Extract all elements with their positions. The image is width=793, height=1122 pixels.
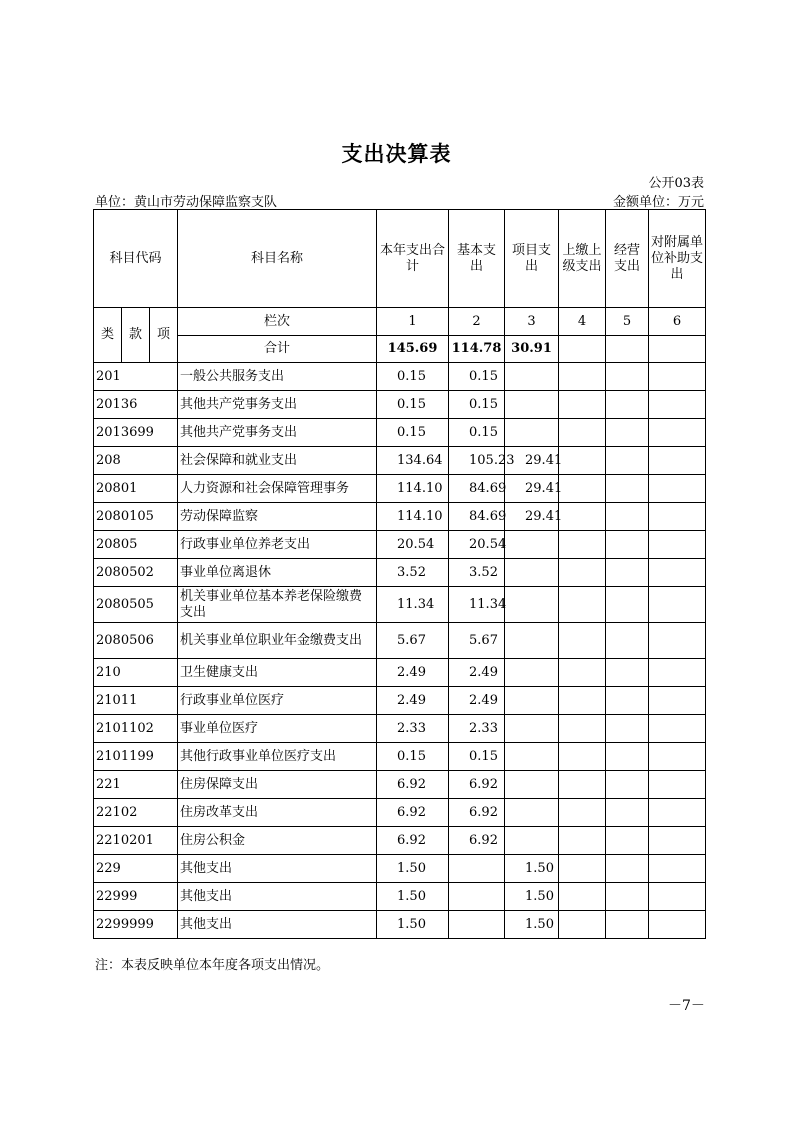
empty-cell bbox=[559, 883, 606, 911]
table-row bbox=[94, 715, 706, 743]
amount-cell: 134.64 bbox=[377, 447, 449, 475]
total-label: 合计 bbox=[178, 336, 377, 363]
header-project-expenditure: 项目支出 bbox=[505, 210, 559, 308]
empty-cell bbox=[559, 623, 606, 659]
empty-cell bbox=[606, 883, 649, 911]
empty-cell bbox=[649, 503, 706, 531]
amount-cell: 2.49 bbox=[377, 659, 449, 687]
subject-name: 行政事业单位医疗 bbox=[178, 687, 377, 715]
subject-name: 其他支出 bbox=[178, 911, 377, 939]
table-row bbox=[94, 475, 706, 503]
table-row bbox=[94, 363, 706, 391]
amount-cell bbox=[505, 659, 559, 687]
empty-cell bbox=[649, 531, 706, 559]
amount-cell: 0.15 bbox=[377, 391, 449, 419]
empty-cell bbox=[649, 911, 706, 939]
table-row bbox=[94, 771, 706, 799]
empty-cell bbox=[649, 799, 706, 827]
subject-code: 2299999 bbox=[94, 911, 178, 939]
amount-cell bbox=[505, 391, 559, 419]
empty-cell bbox=[649, 475, 706, 503]
amount-cell: 5.67 bbox=[377, 623, 449, 659]
subject-code: 2080502 bbox=[94, 559, 178, 587]
subject-code: 20136 bbox=[94, 391, 178, 419]
column-number: 6 bbox=[649, 308, 706, 336]
header-name: 科目名称 bbox=[178, 210, 377, 308]
amount-cell: 0.15 bbox=[377, 743, 449, 771]
empty-cell bbox=[606, 587, 649, 623]
amount-cell: 6.92 bbox=[449, 771, 505, 799]
page-number: －7－ bbox=[668, 998, 705, 1014]
empty-cell bbox=[559, 503, 606, 531]
empty-cell bbox=[559, 771, 606, 799]
header-lanci: 栏次 bbox=[178, 308, 377, 336]
amount-cell: 29.41 bbox=[505, 503, 559, 531]
subject-name: 行政事业单位养老支出 bbox=[178, 531, 377, 559]
amount-cell: 1.50 bbox=[505, 911, 559, 939]
subject-code: 2080105 bbox=[94, 503, 178, 531]
amount-cell: 6.92 bbox=[449, 799, 505, 827]
empty-cell bbox=[559, 743, 606, 771]
subject-name: 卫生健康支出 bbox=[178, 659, 377, 687]
unit-label: 单位：黄山市劳动保障监察支队 bbox=[95, 195, 278, 210]
empty-cell bbox=[606, 559, 649, 587]
empty-cell bbox=[649, 883, 706, 911]
amount-cell: 3.52 bbox=[449, 559, 505, 587]
subject-name: 其他支出 bbox=[178, 883, 377, 911]
amount-cell: 6.92 bbox=[377, 827, 449, 855]
subject-name: 住房公积金 bbox=[178, 827, 377, 855]
amount-cell: 6.92 bbox=[377, 771, 449, 799]
empty-cell bbox=[606, 687, 649, 715]
amount-cell: 114.10 bbox=[377, 475, 449, 503]
amount-cell bbox=[505, 715, 559, 743]
empty-cell bbox=[649, 391, 706, 419]
amount-cell bbox=[505, 531, 559, 559]
header-kuan: 款 bbox=[122, 308, 150, 363]
subject-name: 人力资源和社会保障管理事务 bbox=[178, 475, 377, 503]
amount-cell bbox=[449, 883, 505, 911]
amount-cell bbox=[449, 911, 505, 939]
subject-code: 210 bbox=[94, 659, 178, 687]
empty-cell bbox=[649, 336, 706, 363]
amount-cell bbox=[505, 687, 559, 715]
total-value: 145.69 bbox=[377, 336, 449, 363]
empty-cell bbox=[559, 587, 606, 623]
subject-name: 一般公共服务支出 bbox=[178, 363, 377, 391]
empty-cell bbox=[559, 363, 606, 391]
empty-cell bbox=[559, 659, 606, 687]
subject-name: 住房改革支出 bbox=[178, 799, 377, 827]
header-xiang: 项 bbox=[150, 308, 178, 363]
subject-code: 20805 bbox=[94, 531, 178, 559]
amount-cell: 2.33 bbox=[449, 715, 505, 743]
subject-code: 2080505 bbox=[94, 587, 178, 623]
table-row bbox=[94, 559, 706, 587]
table-row bbox=[94, 447, 706, 475]
empty-cell bbox=[606, 743, 649, 771]
amount-cell bbox=[449, 855, 505, 883]
amount-cell bbox=[505, 623, 559, 659]
table-row bbox=[94, 799, 706, 827]
subject-code: 2210201 bbox=[94, 827, 178, 855]
subject-code: 221 bbox=[94, 771, 178, 799]
subject-name: 事业单位离退休 bbox=[178, 559, 377, 587]
empty-cell bbox=[606, 419, 649, 447]
page-title: 支出决算表 bbox=[341, 142, 452, 166]
table-row bbox=[94, 587, 706, 623]
subject-name: 事业单位医疗 bbox=[178, 715, 377, 743]
amount-cell: 11.34 bbox=[449, 587, 505, 623]
subject-name: 住房保障支出 bbox=[178, 771, 377, 799]
expenditure-table bbox=[93, 209, 706, 939]
amount-cell: 105.23 bbox=[449, 447, 505, 475]
empty-cell bbox=[606, 715, 649, 743]
amount-cell bbox=[505, 587, 559, 623]
empty-cell bbox=[649, 447, 706, 475]
subject-name: 劳动保障监察 bbox=[178, 503, 377, 531]
column-number: 4 bbox=[559, 308, 606, 336]
subject-name: 其他行政事业单位医疗支出 bbox=[178, 743, 377, 771]
amount-cell: 29.41 bbox=[505, 475, 559, 503]
amount-cell bbox=[505, 363, 559, 391]
empty-cell bbox=[649, 743, 706, 771]
empty-cell bbox=[559, 799, 606, 827]
footnote: 注：本表反映单位本年度各项支出情况。 bbox=[95, 958, 330, 973]
empty-cell bbox=[649, 855, 706, 883]
header-subsidy-expenditure: 对附属单位补助支出 bbox=[649, 210, 706, 308]
empty-cell bbox=[606, 911, 649, 939]
amount-cell bbox=[505, 559, 559, 587]
amount-cell: 0.15 bbox=[377, 419, 449, 447]
amount-cell: 2.49 bbox=[449, 659, 505, 687]
table-row bbox=[94, 911, 706, 939]
empty-cell bbox=[606, 659, 649, 687]
subject-code: 20801 bbox=[94, 475, 178, 503]
table-row bbox=[94, 503, 706, 531]
empty-cell bbox=[559, 475, 606, 503]
total-row bbox=[94, 336, 706, 363]
header-code: 科目代码 bbox=[94, 210, 178, 308]
column-number: 1 bbox=[377, 308, 449, 336]
table-row bbox=[94, 391, 706, 419]
header-total-expenditure: 本年支出合计 bbox=[377, 210, 449, 308]
empty-cell bbox=[559, 531, 606, 559]
empty-cell bbox=[606, 447, 649, 475]
amount-cell: 84.69 bbox=[449, 475, 505, 503]
subject-code: 2101102 bbox=[94, 715, 178, 743]
subject-name: 社会保障和就业支出 bbox=[178, 447, 377, 475]
table-row bbox=[94, 687, 706, 715]
table-row bbox=[94, 743, 706, 771]
amount-cell bbox=[505, 827, 559, 855]
table-row bbox=[94, 855, 706, 883]
empty-cell bbox=[559, 447, 606, 475]
subject-code: 229 bbox=[94, 855, 178, 883]
amount-cell: 1.50 bbox=[377, 855, 449, 883]
amount-cell: 0.15 bbox=[377, 363, 449, 391]
amount-cell: 1.50 bbox=[377, 883, 449, 911]
amount-cell: 0.15 bbox=[449, 391, 505, 419]
amount-cell: 29.41 bbox=[505, 447, 559, 475]
amount-cell: 20.54 bbox=[377, 531, 449, 559]
table-row bbox=[94, 623, 706, 659]
subject-name: 其他支出 bbox=[178, 855, 377, 883]
empty-cell bbox=[649, 827, 706, 855]
empty-cell bbox=[559, 336, 606, 363]
amount-cell: 0.15 bbox=[449, 419, 505, 447]
subject-code: 2101199 bbox=[94, 743, 178, 771]
amount-cell: 2.33 bbox=[377, 715, 449, 743]
empty-cell bbox=[559, 419, 606, 447]
header-row bbox=[94, 210, 706, 308]
empty-cell bbox=[606, 503, 649, 531]
header-basic-expenditure: 基本支出 bbox=[449, 210, 505, 308]
subject-name: 机关事业单位基本养老保险缴费支出 bbox=[178, 587, 377, 623]
subject-code: 21011 bbox=[94, 687, 178, 715]
empty-cell bbox=[559, 855, 606, 883]
header-lei: 类 bbox=[94, 308, 122, 363]
empty-cell bbox=[559, 827, 606, 855]
empty-cell bbox=[649, 771, 706, 799]
subject-code: 208 bbox=[94, 447, 178, 475]
empty-cell bbox=[606, 363, 649, 391]
amount-cell: 6.92 bbox=[377, 799, 449, 827]
empty-cell bbox=[606, 531, 649, 559]
column-number: 3 bbox=[505, 308, 559, 336]
empty-cell bbox=[606, 623, 649, 659]
subject-name: 机关事业单位职业年金缴费支出 bbox=[178, 623, 377, 659]
amount-cell: 5.67 bbox=[449, 623, 505, 659]
empty-cell bbox=[606, 855, 649, 883]
subject-code: 2013699 bbox=[94, 419, 178, 447]
subject-name: 其他共产党事务支出 bbox=[178, 419, 377, 447]
amount-cell: 20.54 bbox=[449, 531, 505, 559]
empty-cell bbox=[606, 336, 649, 363]
subject-name: 其他共产党事务支出 bbox=[178, 391, 377, 419]
amount-cell bbox=[505, 419, 559, 447]
amount-cell: 3.52 bbox=[377, 559, 449, 587]
empty-cell bbox=[649, 587, 706, 623]
table-row bbox=[94, 659, 706, 687]
table-row bbox=[94, 883, 706, 911]
empty-cell bbox=[606, 827, 649, 855]
empty-cell bbox=[559, 715, 606, 743]
subject-code: 2080506 bbox=[94, 623, 178, 659]
empty-cell bbox=[606, 799, 649, 827]
amount-cell bbox=[505, 771, 559, 799]
empty-cell bbox=[559, 911, 606, 939]
table-row bbox=[94, 827, 706, 855]
amount-cell: 1.50 bbox=[505, 883, 559, 911]
form-number: 公开03表 bbox=[648, 176, 704, 191]
column-number: 5 bbox=[606, 308, 649, 336]
subject-code: 22999 bbox=[94, 883, 178, 911]
amount-cell: 0.15 bbox=[449, 743, 505, 771]
total-value: 114.78 bbox=[449, 336, 505, 363]
amount-cell bbox=[505, 743, 559, 771]
table-row bbox=[94, 419, 706, 447]
amount-unit-label: 金额单位：万元 bbox=[612, 195, 704, 210]
amount-cell: 11.34 bbox=[377, 587, 449, 623]
column-number: 2 bbox=[449, 308, 505, 336]
amount-cell bbox=[505, 799, 559, 827]
empty-cell bbox=[649, 659, 706, 687]
empty-cell bbox=[606, 475, 649, 503]
empty-cell bbox=[606, 391, 649, 419]
amount-cell: 6.92 bbox=[449, 827, 505, 855]
amount-cell: 2.49 bbox=[449, 687, 505, 715]
column-number-row bbox=[94, 308, 706, 336]
amount-cell: 2.49 bbox=[377, 687, 449, 715]
amount-cell: 1.50 bbox=[377, 911, 449, 939]
table-row bbox=[94, 531, 706, 559]
empty-cell bbox=[649, 715, 706, 743]
empty-cell bbox=[649, 687, 706, 715]
total-value: 30.91 bbox=[505, 336, 559, 363]
subject-code: 22102 bbox=[94, 799, 178, 827]
header-operating-expenditure: 经营支出 bbox=[606, 210, 649, 308]
amount-cell: 0.15 bbox=[449, 363, 505, 391]
amount-cell: 84.69 bbox=[449, 503, 505, 531]
empty-cell bbox=[606, 771, 649, 799]
empty-cell bbox=[559, 559, 606, 587]
empty-cell bbox=[559, 391, 606, 419]
amount-cell: 114.10 bbox=[377, 503, 449, 531]
amount-cell: 1.50 bbox=[505, 855, 559, 883]
header-remit-upper-expenditure: 上缴上级支出 bbox=[559, 210, 606, 308]
empty-cell bbox=[649, 419, 706, 447]
subject-code: 201 bbox=[94, 363, 178, 391]
empty-cell bbox=[649, 363, 706, 391]
empty-cell bbox=[559, 687, 606, 715]
empty-cell bbox=[649, 559, 706, 587]
empty-cell bbox=[649, 623, 706, 659]
